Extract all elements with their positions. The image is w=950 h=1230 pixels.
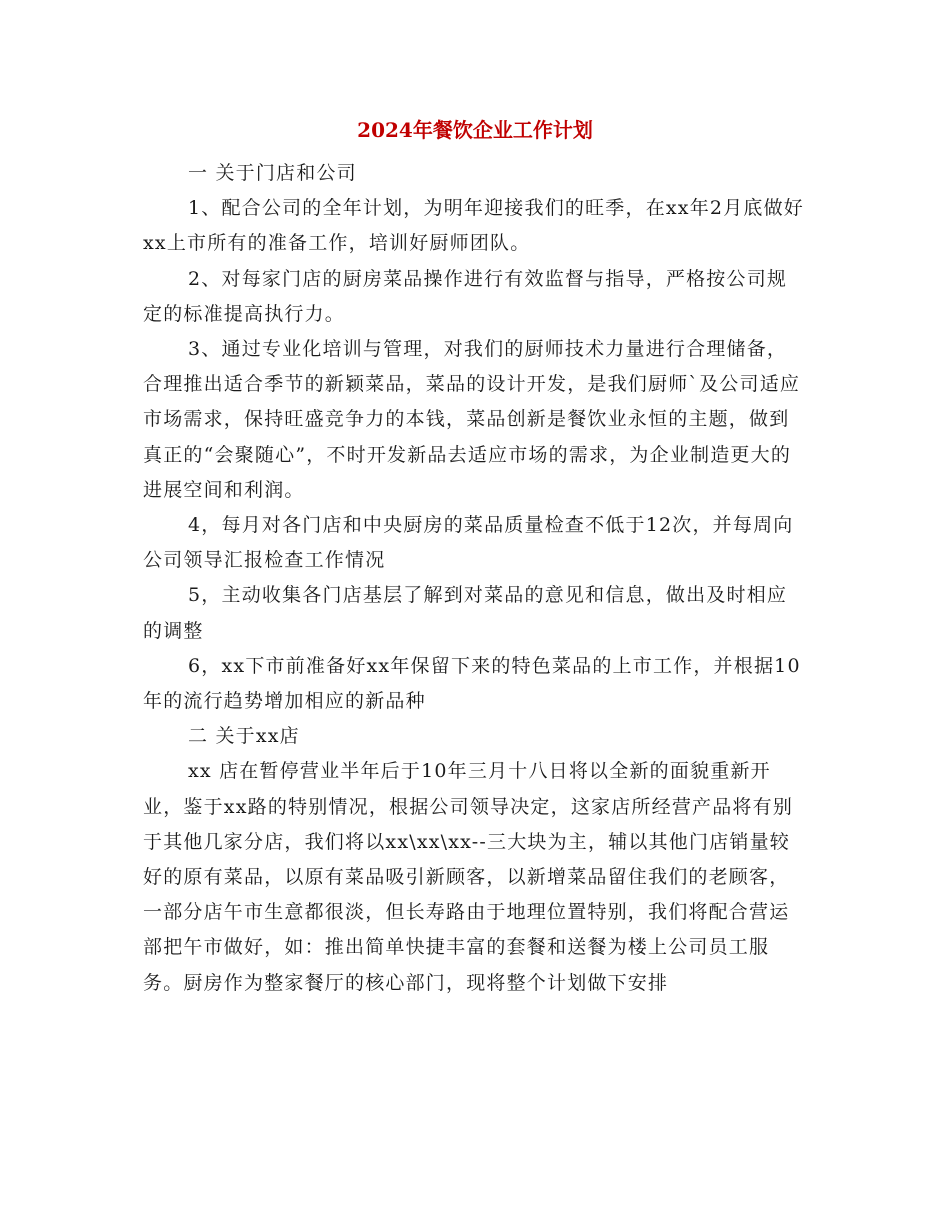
paragraph-item-1: 1、配合公司的全年计划，为明年迎接我们的旺季，在xx年2月底做好xx上市所有的准备工作，培训好厨师团队。	[143, 197, 805, 255]
paragraph-item-5: 5，主动收集各门店基层了解到对菜品的意见和信息，做出及时相应的调整	[143, 584, 788, 642]
section-heading-xx-store: 二 关于xx店	[188, 725, 300, 748]
paragraph-xx-store: xx 店在暂停营业半年后于10年三月十八日将以全新的面貌重新开业，鉴于xx路的特别情况，根据公司领导决定，这家店所经营产品将有别于其他几家分店，我们将以xx\xx\xx--三大块为主，辅以其他门店销量较好的原有菜品，以原有菜品吸引新顾客，以新增菜品留住我们的老顾客，一部分店午市生意都很淡，但长寿路由于地理位置特别，我们将配合营运部把午市做好，如：推出简单快捷丰富的套餐和送餐为楼上公司员工服务。厨房作为整家餐厅的核心部门，现将整个计划做下安排	[143, 760, 794, 994]
document-title: 2024年餐饮企业工作计划	[357, 118, 593, 142]
paragraph-item-4: 4，每月对各门店和中央厨房的菜品质量检查不低于12次，并每周向公司领导汇报检查工作情况	[143, 514, 794, 572]
section-heading-stores-company: 一 关于门店和公司	[188, 162, 357, 184]
paragraph-item-3: 3、通过专业化培训与管理，对我们的厨师技术力量进行合理储备，合理推出适合季节的新颖菜品，菜品的设计开发，是我们厨师`及公司适应市场需求，保持旺盛竞争力的本钱，菜品创新是餐饮业永恒的主题，做到真正的“会聚随心”，不时开发新品去适应市场的需求，为企业制造更大的进展空间和利润。	[143, 338, 801, 501]
paragraph-item-2: 2、对每家门店的厨房菜品操作进行有效监督与指导，严格按公司规定的标准提高执行力。	[143, 267, 788, 325]
document-body	[143, 156, 807, 1001]
paragraph-item-6: 6，xx下市前准备好xx年保留下来的特色菜品的上市工作，并根据10年的流行趋势增加相应的新品种	[143, 654, 801, 713]
